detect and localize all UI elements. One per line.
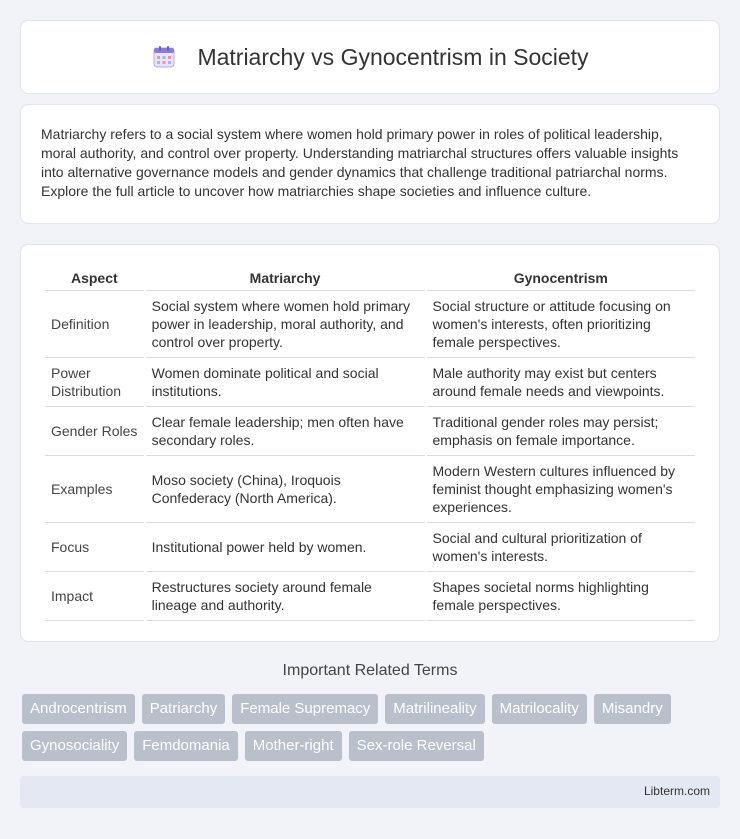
intro-text: Matriarchy refers to a social system where women hold primary power in roles of political leadership, moral authority, and control over property. Understanding matriarchal structures offers valuable insights into alternative governance models and gender dynamics that challenge traditional patriarchal norms. Explore the full article to uncover how matriarchies shape societies and influence culture. [41, 126, 679, 199]
comparison-card [20, 244, 720, 642]
tag-androcentrism[interactable]: Androcentrism [22, 694, 135, 724]
cell-matriarchy: Social system where women hold primary power in leadership, moral authority, and control over property. [146, 291, 425, 358]
related-terms-list [22, 694, 722, 761]
cell-gynocentrism: Shapes societal norms highlighting female perspectives. [427, 572, 695, 621]
tag-matrilineality[interactable]: Matrilineality [385, 694, 484, 724]
cell-gynocentrism: Traditional gender roles may persist; emphasis on female importance. [427, 407, 695, 456]
header-gynocentrism: Gynocentrism [427, 265, 695, 291]
tag-matrilocality[interactable]: Matrilocality [492, 694, 587, 724]
cell-gynocentrism: Male authority may exist but centers around female needs and viewpoints. [427, 358, 695, 407]
cell-gynocentrism: Modern Western cultures influenced by feminist thought emphasizing women's experiences. [427, 456, 695, 523]
table-row [45, 523, 695, 572]
cell-aspect: Examples [45, 456, 144, 523]
tag-female-supremacy[interactable]: Female Supremacy [232, 694, 378, 724]
cell-aspect: Gender Roles [45, 407, 144, 456]
tag-patriarchy[interactable]: Patriarchy [142, 694, 226, 724]
tag-femdomania[interactable]: Femdomania [134, 731, 238, 761]
cell-gynocentrism: Social structure or attitude focusing on women's interests, often prioritizing female perspectives. [427, 291, 695, 358]
tag-misandry[interactable]: Misandry [594, 694, 671, 724]
intro-card [20, 104, 720, 224]
related-terms-title: Important Related Terms [282, 662, 458, 679]
footer [20, 776, 720, 808]
tag-sex-role-reversal[interactable]: Sex-role Reversal [349, 731, 484, 761]
cell-matriarchy: Restructures society around female lineage and authority. [146, 572, 425, 621]
table-row [45, 456, 695, 523]
table-row [45, 358, 695, 407]
tag-mother-right[interactable]: Mother-right [245, 731, 342, 761]
cell-aspect: Power Distribution [45, 358, 144, 407]
table-header-row [45, 265, 695, 291]
header-aspect: Aspect [45, 265, 144, 291]
page-title: Matriarchy vs Gynocentrism in Society [197, 43, 589, 70]
table-row [45, 407, 695, 456]
cell-matriarchy: Institutional power held by women. [146, 523, 425, 572]
table-row [45, 291, 695, 358]
cell-matriarchy: Moso society (China), Iroquois Confederacy (North America). [146, 456, 425, 523]
cell-aspect: Impact [45, 572, 144, 621]
header-matriarchy: Matriarchy [146, 265, 425, 291]
cell-matriarchy: Clear female leadership; men often have secondary roles. [146, 407, 425, 456]
calendar-icon [151, 44, 177, 70]
cell-matriarchy: Women dominate political and social institutions. [146, 358, 425, 407]
cell-gynocentrism: Social and cultural prioritization of women's interests. [427, 523, 695, 572]
comparison-table [43, 265, 697, 621]
title-wrap [21, 21, 719, 93]
table-row [45, 572, 695, 621]
tag-gynosociality[interactable]: Gynosociality [22, 731, 127, 761]
cell-aspect: Definition [45, 291, 144, 358]
cell-aspect: Focus [45, 523, 144, 572]
footer-site-link[interactable]: Libterm.com [643, 784, 710, 798]
title-card [20, 20, 720, 94]
